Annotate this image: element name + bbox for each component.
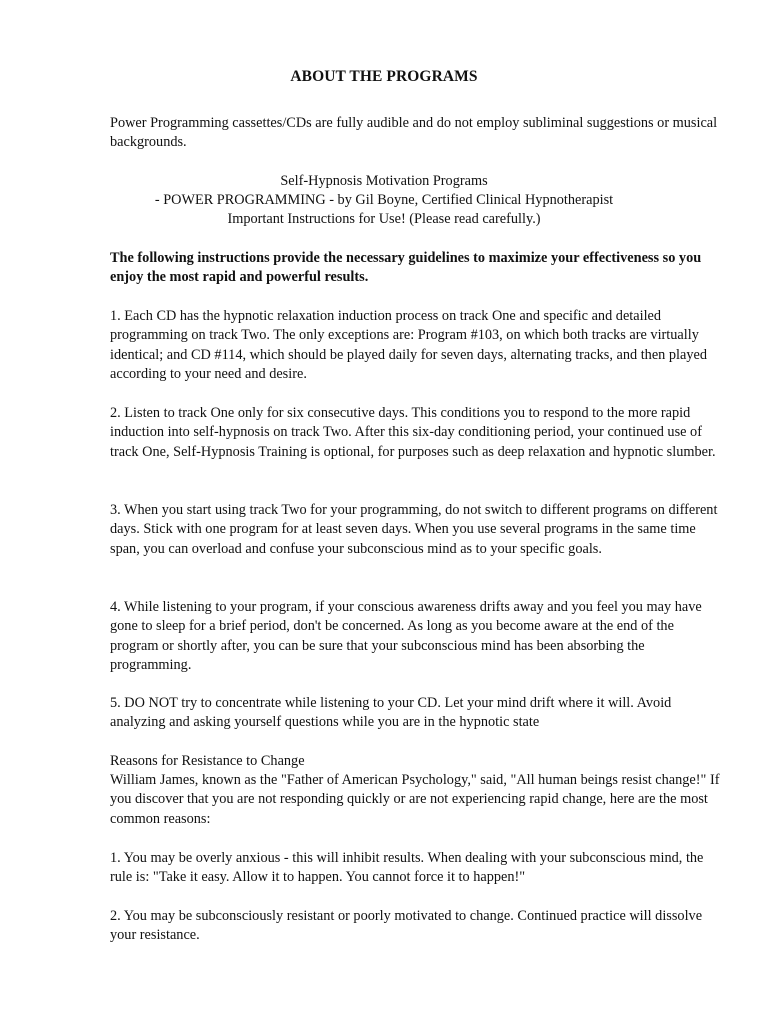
instruction-2: 2. Listen to track One only for six consecutive days. This conditions you to respond to the more rapid induction into self-hypnosis on track Two. After this six-day conditioning period, your continued use of track One, Self-Hypnosis Training is optional, for purposes such as deep relaxation and hypnotic slumber.	[110, 405, 716, 460]
instruction-4: 4. While listening to your program, if your conscious awareness drifts away and you feel you may have gone to sleep for a brief period, don't be concerned. As long as you become aware at the end of the program or shortly after, you can be sure that your subconscious mind has been absorbing the programming.	[110, 599, 702, 674]
subtitle-line-3: Important Instructions for Use! (Please read carefully.)	[227, 211, 541, 227]
resistance-heading: Reasons for Resistance to Change	[110, 753, 305, 769]
resistance-reason-2: 2. You may be subconsciously resistant or poorly motivated to change. Continued practice will dissolve your resistance.	[110, 908, 703, 944]
intro-paragraph: Power Programming cassettes/CDs are fully audible and do not employ subliminal suggestions or musical backgrounds.	[110, 115, 718, 151]
lead-paragraph: The following instructions provide the necessary guidelines to maximize your effectiveness so you enjoy the most rapid and powerful results.	[110, 250, 702, 286]
resistance-intro: William James, known as the "Father of American Psychology," said, "All human beings resist change!" If you discover that you are not responding quickly or are not experiencing rapid change, here are the most common reasons:	[110, 772, 720, 827]
subtitle-line-1: Self-Hypnosis Motivation Programs	[280, 173, 488, 189]
document-title: ABOUT THE PROGRAMS	[290, 68, 478, 85]
instruction-1: 1. Each CD has the hypnotic relaxation induction process on track One and specific and detailed programming on track Two. The only exceptions are: Program #103, on which both tracks are virtually identical; and CD #114, which should be played daily for seven days, alternating tracks, and then played according to your need and desire.	[110, 308, 707, 383]
resistance-reason-1: 1. You may be overly anxious - this will inhibit results. When dealing with your subconscious mind, the rule is: "Take it easy. Allow it to happen. You cannot force it to happen!"	[110, 850, 704, 886]
subtitle-line-2: - POWER PROGRAMMING - by Gil Boyne, Certified Clinical Hypnotherapist	[154, 192, 614, 208]
instruction-5: 5. DO NOT try to concentrate while listening to your CD. Let your mind drift where it will. Avoid analyzing and asking yourself questions while you are in the hypnotic state	[110, 695, 672, 731]
instruction-3: 3. When you start using track Two for your programming, do not switch to different programs on different days. Stick with one program for at least seven days. When you use several programs in the same time span, you can overload and confuse your subconscious mind as to your specific goals.	[110, 502, 718, 557]
